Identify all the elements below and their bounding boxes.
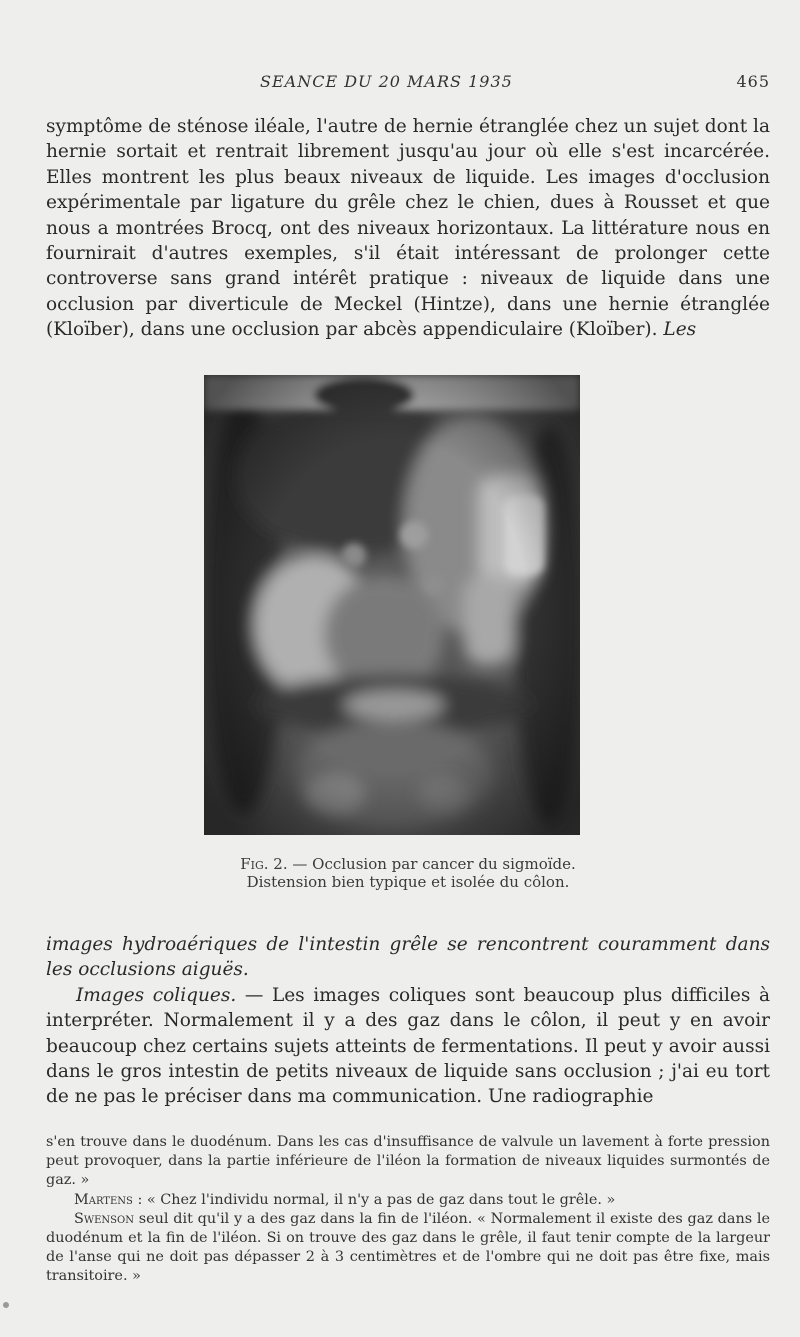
- caption-line-2: Distension bien typique et isolée du côlon.: [246, 873, 570, 891]
- running-header: [46, 72, 770, 94]
- margin-dot: [3, 1302, 9, 1308]
- body-paragraph-1: [46, 114, 770, 343]
- author-martens: Martens: [74, 1191, 133, 1208]
- author-swenson: Swenson: [74, 1210, 134, 1227]
- radiograph-figure: [204, 375, 580, 835]
- footnote-martens: [46, 1191, 770, 1210]
- paragraph-3-text: — Les images coliques sont beaucoup plus difficiles à interpréter. Normalement il y a des gaz dans le côlon, il peut y en avoir beaucoup chez certains sujets atteints de fermentations. Il peut y avoir aussi dans le gros intestin de petits niveaux de liquide sans occlusion ; j'ai eu tort de ne pas le préciser dans ma communication. Une radiographie: [46, 984, 770, 1108]
- figure-caption: [46, 855, 770, 891]
- paragraph-1-italic-end: Les: [663, 319, 697, 341]
- radiograph-image: [204, 375, 580, 835]
- header-title: SEANCE DU 20 MARS 1935: [260, 72, 513, 91]
- footnote-swenson: [46, 1210, 770, 1287]
- footnote-line-1: s'en trouve dans le duodénum. Dans les cas d'insuffisance de valvule un lavement à forte pression peut provoquer, dans la partie inférieure de l'iléon la formation de niveaux liquides surmontés de gaz. »: [46, 1134, 770, 1189]
- caption-text-1: — Occlusion par cancer du sigmoïde.: [292, 855, 576, 873]
- body-paragraph-2: [46, 932, 770, 1110]
- swenson-quote: seul dit qu'il y a des gaz dans la fin de l'iléon. « Normalement il existe des gaz dans le duodénum et la fin de l'iléon. Si on trouve des gaz dans le grêle, il faut tenir compte de la largeur de l'anse qui ne doit pas dépasser 2 à 3 centimètres et de l'ombre qui ne doit pas être fixe, mais transitoire. »: [46, 1210, 770, 1285]
- paragraph-2-italic: images hydroaériques de l'intestin grêle se rencontrent couramment dans les occlusions aiguës.: [46, 934, 770, 981]
- figure-label: Fig. 2.: [240, 855, 288, 873]
- page-number: 465: [736, 72, 770, 91]
- martens-quote: : « Chez l'individu normal, il n'y a pas de gaz dans tout le grêle. »: [132, 1191, 616, 1208]
- footnotes: [46, 1133, 770, 1287]
- paragraph-1-text: symptôme de sténose iléale, l'autre de hernie étranglée chez un sujet dont la hernie sortait et rentrait librement jusqu'au jour où elle s'est incarcérée. Elles montrent les plus beaux niveaux de liquide. Les images d'occlusion expérimentale par ligature du grêle chez le chien, dues à Rousset et que nous a montrées Brocq, ont des niveaux horizontaux. La littérature nous en fournirait d'autres exemples, s'il était intéressant de prolonger cette controverse sans grand intérêt pratique : niveaux de liquide dans une occlusion par diverticule de Meckel (Hintze), dans une hernie étranglée (Kloïber), dans une occlusion par abcès appendiculaire (Kloïber).: [46, 116, 770, 341]
- section-lead-images-coliques: Images coliques.: [76, 984, 237, 1006]
- caption-line-1: [46, 855, 770, 873]
